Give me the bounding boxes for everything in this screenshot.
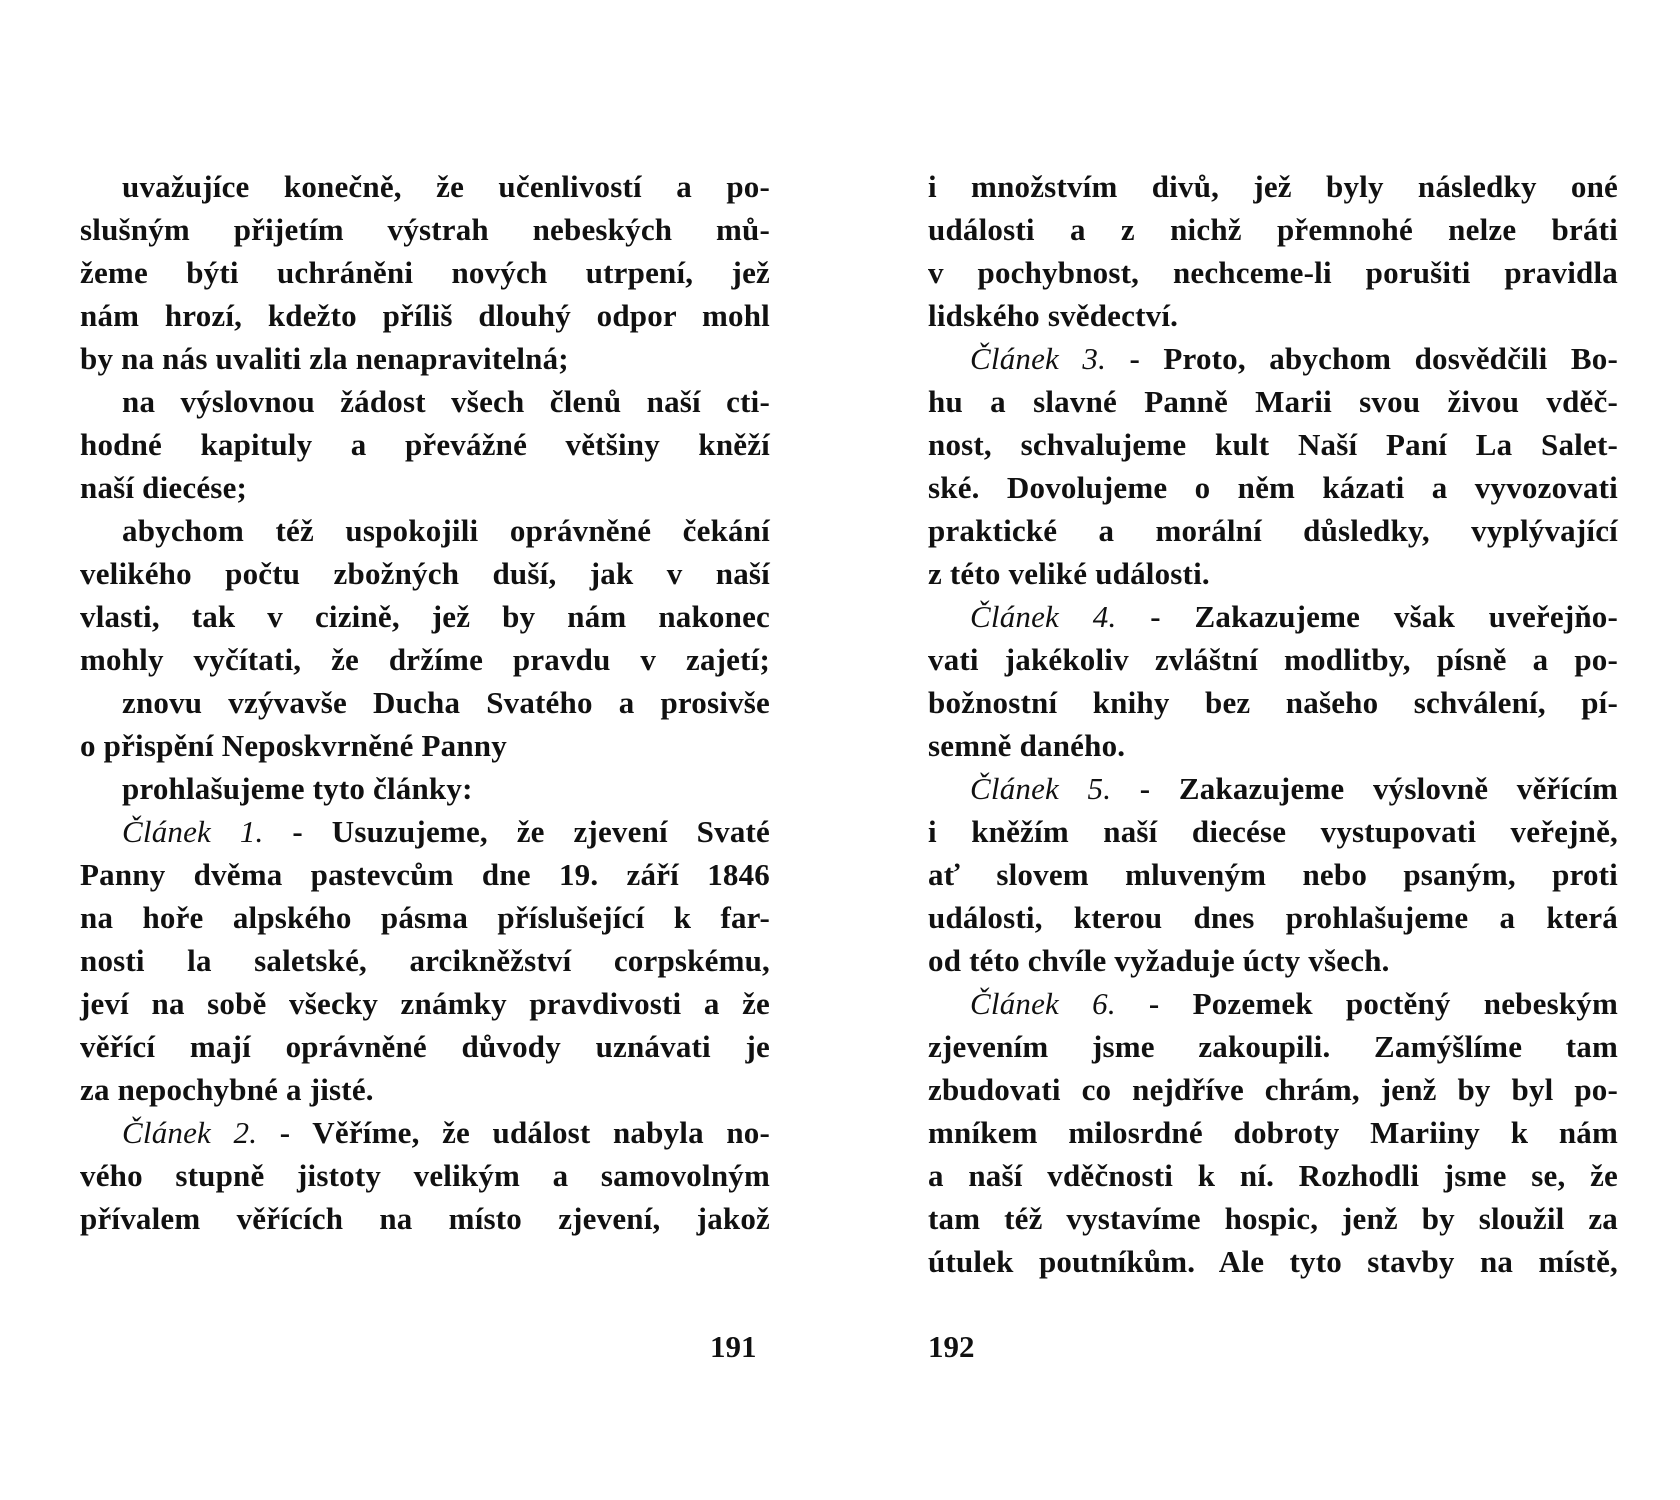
line-text: velikého počtu zbožných duší, jak v naší [80, 556, 770, 591]
text-line [928, 380, 1618, 423]
line-text: o přispění Neposkvrněné Panny [80, 728, 507, 763]
text-line [80, 251, 770, 294]
line-text: naší diecése; [80, 470, 248, 505]
text-line [80, 423, 770, 466]
right-page [928, 165, 1618, 1283]
page-number-left: 191 [710, 1329, 757, 1364]
text-line [928, 681, 1618, 724]
line-text: - Zakazujeme výslovně věřícím [1111, 771, 1618, 806]
text-line [80, 982, 770, 1025]
text-line [928, 466, 1618, 509]
text-line [928, 767, 1618, 810]
text-line [928, 509, 1618, 552]
line-text: - Zakazujeme však uveřejňo- [1116, 599, 1619, 634]
text-line [928, 165, 1618, 208]
text-line [80, 552, 770, 595]
text-line [928, 251, 1618, 294]
line-text: lidského svědectví. [928, 298, 1179, 333]
line-text: z této veliké události. [928, 556, 1210, 591]
text-line [80, 1197, 770, 1240]
text-line [928, 896, 1618, 939]
line-text: i kněžím naší diecése vystupovati veřejně, [928, 814, 1618, 849]
text-line [928, 294, 1618, 337]
text-line [928, 1111, 1618, 1154]
text-line [80, 1111, 770, 1154]
line-text: božnostní knihy bez našeho schválení, pí- [928, 685, 1618, 720]
text-line [80, 380, 770, 423]
text-line [80, 1154, 770, 1197]
line-text: ať slovem mluveným nebo psaným, proti [928, 857, 1618, 892]
line-text: události a z nichž přemnohé nelze bráti [928, 212, 1618, 247]
article-label: Článek 4. [970, 599, 1117, 634]
article-label: Článek 3. [970, 341, 1107, 376]
line-text: - Pozemek poctěný nebeským [1115, 986, 1618, 1021]
text-line [80, 681, 770, 724]
article-label: Článek 5. [970, 771, 1112, 806]
text-line [928, 208, 1618, 251]
line-text: vého stupně jistoty velikým a samovolným [80, 1158, 770, 1193]
line-text: vlasti, tak v cizině, jež by nám nakonec [80, 599, 770, 634]
text-line [928, 595, 1618, 638]
text-line [80, 337, 770, 380]
line-text: útulek poutníkům. Ale tyto stavby na místě, [928, 1244, 1618, 1279]
line-text: uvažujíce konečně, že učenlivostí a po- [122, 169, 770, 204]
text-line [80, 208, 770, 251]
text-line [928, 337, 1618, 380]
text-line [80, 638, 770, 681]
line-text: zjevením jsme zakoupili. Zamýšlíme tam [928, 1029, 1618, 1064]
text-line [928, 1240, 1618, 1283]
line-text: - Věříme, že událost nabyla no- [257, 1115, 770, 1150]
line-text: za nepochybné a jisté. [80, 1072, 374, 1107]
text-line [80, 294, 770, 337]
line-text: - Proto, abychom dosvědčili Bo- [1106, 341, 1619, 376]
text-line [928, 1154, 1618, 1197]
text-line [928, 1068, 1618, 1111]
line-text: věřící mají oprávněné důvody uznávati je [80, 1029, 770, 1064]
line-text: mohly vyčítati, že držíme pravdu v zajetí; [80, 642, 770, 677]
line-text: Panny dvěma pastevcům dne 19. září 1846 [80, 857, 770, 892]
text-line [928, 810, 1618, 853]
line-text: nosti la saletské, arcikněžství corpskému, [80, 943, 770, 978]
text-line [80, 1025, 770, 1068]
text-line [928, 638, 1618, 681]
article-label: Článek 6. [970, 986, 1116, 1021]
line-text: nost, schvalujeme kult Naší Paní La Salet- [928, 427, 1618, 462]
line-text: jeví na sobě všecky známky pravdivosti a že [80, 986, 770, 1021]
text-line [80, 810, 770, 853]
line-text: znovu vzývavše Ducha Svatého a prosivše [122, 685, 770, 720]
line-text: hodné kapituly a převážné většiny kněží [80, 427, 770, 462]
text-line [928, 939, 1618, 982]
text-line [928, 552, 1618, 595]
text-line [928, 853, 1618, 896]
line-text: na výslovnou žádost všech členů naší cti- [122, 384, 770, 419]
text-line [80, 724, 770, 767]
line-text: by na nás uvaliti zla nenapravitelná; [80, 341, 569, 376]
line-text: v pochybnost, nechceme-li porušiti pravidla [928, 255, 1618, 290]
text-line [80, 896, 770, 939]
page-number-right: 192 [928, 1329, 975, 1364]
line-text: prohlašujeme tyto články: [122, 771, 473, 806]
text-line [928, 724, 1618, 767]
text-line [80, 853, 770, 896]
text-line [80, 509, 770, 552]
article-label: Článek 1. [122, 814, 264, 849]
line-text: tam též vystavíme hospic, jenž by sloužil za [928, 1201, 1618, 1236]
line-text: nám hrozí, kdežto příliš dlouhý odpor mohl [80, 298, 770, 333]
text-line [80, 1068, 770, 1111]
line-text: hu a slavné Panně Marii svou živou vděč- [928, 384, 1618, 419]
line-text: i množstvím divů, jež byly následky oné [928, 169, 1618, 204]
line-text: zbudovati co nejdříve chrám, jenž by byl po- [928, 1072, 1618, 1107]
left-page [80, 165, 770, 1240]
line-text: žeme býti uchráněni nových utrpení, jež [80, 255, 770, 290]
line-text: přívalem věřících na místo zjevení, jakož [80, 1201, 770, 1236]
line-text: od této chvíle vyžaduje úcty všech. [928, 943, 1390, 978]
line-text: události, kterou dnes prohlašujeme a která [928, 900, 1618, 935]
text-line [80, 767, 770, 810]
line-text: a naší vděčnosti k ní. Rozhodli jsme se, že [928, 1158, 1618, 1193]
text-line [80, 595, 770, 638]
line-text: semně daného. [928, 728, 1126, 763]
article-label: Článek 2. [122, 1115, 258, 1150]
text-line [80, 165, 770, 208]
text-line [928, 1197, 1618, 1240]
text-line [80, 466, 770, 509]
line-text: - Usuzujeme, že zjevení Svaté [263, 814, 770, 849]
line-text: mníkem milosrdné dobroty Mariiny k nám [928, 1115, 1618, 1150]
text-line [928, 1025, 1618, 1068]
line-text: abychom též uspokojili oprávněné čekání [122, 513, 770, 548]
line-text: slušným přijetím výstrah nebeských mů- [80, 212, 770, 247]
line-text: ské. Dovolujeme o něm kázati a vyvozovati [928, 470, 1618, 505]
line-text: na hoře alpského pásma příslušející k far- [80, 900, 770, 935]
text-line [80, 939, 770, 982]
text-line [928, 982, 1618, 1025]
text-line [928, 423, 1618, 466]
line-text: praktické a morální důsledky, vyplývající [928, 513, 1618, 548]
line-text: vati jakékoliv zvláštní modlitby, písně a po- [928, 642, 1618, 677]
